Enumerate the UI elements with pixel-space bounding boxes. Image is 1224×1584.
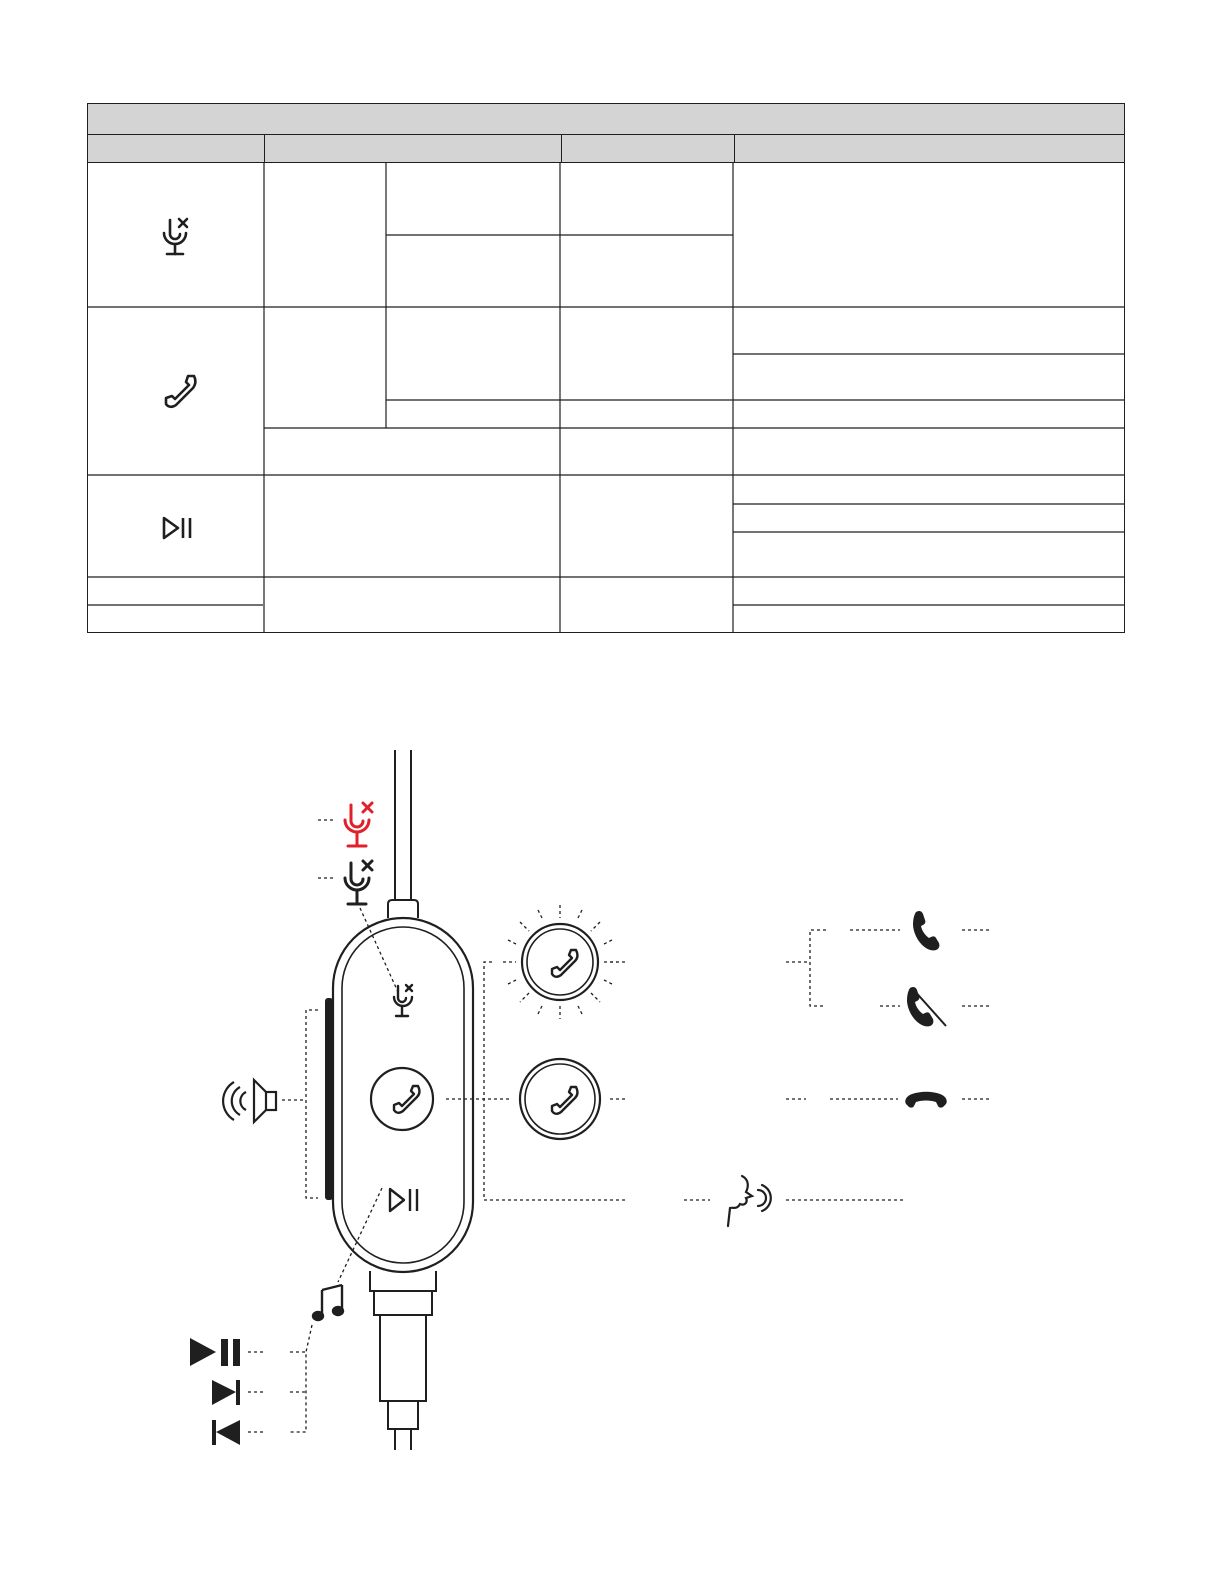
music-note-icon (313, 1285, 343, 1320)
cable-top (388, 750, 418, 918)
cable-bottom (370, 1271, 436, 1450)
play-pause-icon (162, 516, 194, 540)
mic-mute-red-icon (345, 803, 372, 846)
speaker-icon (223, 1080, 276, 1122)
leader-lines (248, 820, 990, 1432)
phone-answer-icon (913, 911, 939, 950)
voice-assistant-icon (728, 1176, 771, 1226)
call-icon (156, 370, 200, 414)
phone-decline-icon (907, 987, 946, 1026)
controller-call-button (371, 1068, 433, 1130)
controls-table (87, 103, 1125, 633)
previous-track-icon (212, 1420, 240, 1445)
mic-mute-black-icon (345, 861, 372, 904)
controller-play-pause-icon (390, 1189, 417, 1211)
next-track-icon (212, 1380, 240, 1405)
call-ring-icon (503, 905, 617, 1019)
play-pause-solid-icon (190, 1338, 240, 1366)
table-grid (87, 103, 1127, 635)
phone-hangup-icon (905, 1092, 947, 1108)
headset-controller-diagram (0, 700, 1224, 1560)
controller-body (325, 918, 473, 1272)
controller-mute-icon (394, 985, 412, 1016)
mic-mute-icon (162, 216, 194, 260)
call-button-icon (520, 1059, 600, 1139)
